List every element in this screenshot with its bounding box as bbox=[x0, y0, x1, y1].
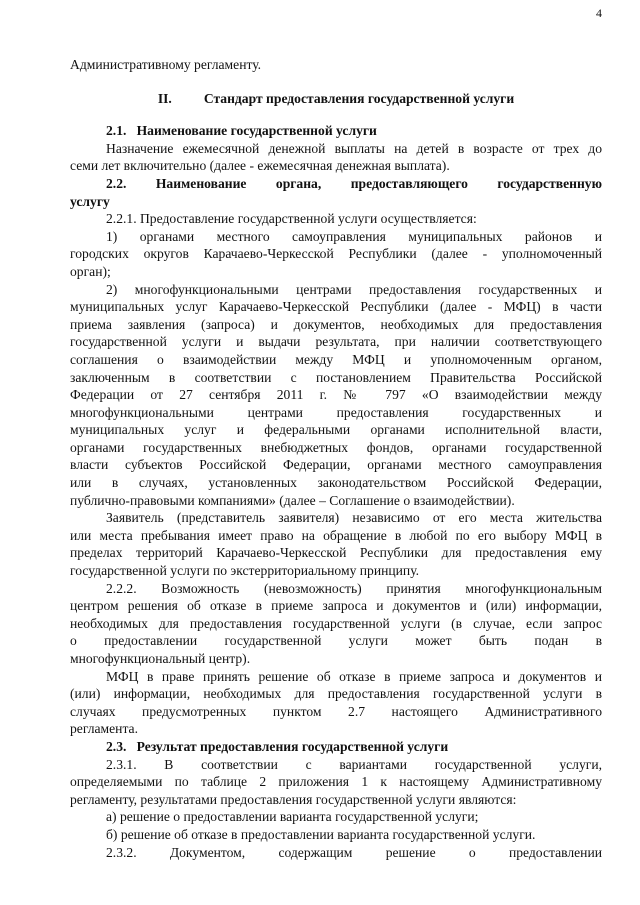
text-line: случаях предусмотренных пунктом 2.7 настоящего Административного bbox=[70, 703, 602, 719]
text-line: орган); bbox=[70, 263, 111, 279]
text-line: муниципальных услуг и федеральными органами исполнительной власти, bbox=[70, 422, 602, 438]
text-line: государственной услуги по экстерриториальному принципу. bbox=[70, 563, 420, 579]
text-line: соглашения о взаимодействии между МФЦ и уполномоченным органом, bbox=[70, 351, 602, 367]
list-item-a: а) решение о предоставлении варианта государственной услуги; bbox=[106, 809, 479, 825]
text-line: регламента. bbox=[70, 721, 138, 737]
text-line: органами государственных внебюджетных фондов, органами государственной bbox=[70, 439, 602, 455]
text-line: муниципальных услуг Карачаево-Черкесской Республики (далее - МФЦ) в части bbox=[70, 299, 602, 315]
heading-2-2-cont: услугу bbox=[70, 193, 110, 209]
text-line: Федерации от 27 сентября 2011 г. № 797 «О взаимодействии между bbox=[70, 387, 602, 403]
section-number: II. bbox=[157, 90, 172, 106]
text-line: приема заявления (запроса) и документов, необходимых для предоставления bbox=[70, 316, 602, 332]
text-line: публично-правовыми компаниями» (далее – Соглашение о взаимодействии). bbox=[70, 492, 515, 508]
text-line: или в случаях, установленных законодательством Российской Федерации, bbox=[70, 475, 602, 491]
text-line: многофункциональными центрами предоставления государственных и bbox=[70, 404, 602, 420]
text-line: 2) многофункциональными центрами предоставления государственных и bbox=[106, 281, 602, 297]
text-line: многофункциональный центр). bbox=[70, 651, 251, 666]
text-line: Заявитель (представитель заявителя) независимо от его места жительства bbox=[106, 510, 602, 526]
text-line: или места пребывания имеет право на обращение в любой по его выбору МФЦ в bbox=[70, 527, 602, 543]
section-title: Стандарт предоставления государственной услуги bbox=[203, 90, 515, 106]
text-line: 2.3.1. В соответствии с вариантами государственной услуги, bbox=[106, 756, 602, 772]
text-line: центром решения об отказе в приеме запроса и документов и (или) информации, bbox=[70, 598, 602, 614]
heading-2-1: 2.1. Наименование государственной услуги bbox=[106, 123, 377, 139]
text-line: пределах территорий Карачаево-Черкесской Республики для предоставления ему bbox=[70, 545, 602, 561]
text-line: Назначение ежемесячной денежной выплаты на детей в возрасте от трех до bbox=[106, 140, 602, 156]
text-line: заключенным в соответствии с постановлением Правительства Российской bbox=[70, 369, 602, 385]
text-line: о предоставлении государственной услуги может быть подан в bbox=[70, 633, 602, 649]
text-line: МФЦ в праве принять решение об отказе в приеме запроса и документов и bbox=[106, 668, 602, 684]
paragraph-2-2-1: 2.2.1. Предоставление государственной услуги осуществляется: bbox=[106, 211, 477, 227]
paragraph-2-3-2: 2.3.2. Документом, содержащим решение о предоставлении bbox=[106, 844, 602, 860]
lead-line: Административному регламенту. bbox=[70, 57, 262, 72]
text-line: городских округов Карачаево-Черкесской Республики (далее - уполномоченный bbox=[70, 246, 602, 262]
section-heading bbox=[70, 90, 602, 108]
text-line: регламенту, результатами предоставления государственной услуги являются: bbox=[70, 791, 517, 807]
document-body bbox=[70, 56, 602, 861]
text-line: 1) органами местного самоуправления муниципальных районов и bbox=[106, 228, 602, 244]
list-item-b: б) решение об отказе в предоставлении варианта государственной услуги. bbox=[106, 826, 536, 842]
text-line: определяемыми по таблице 2 приложения 1 к настоящему Административному bbox=[70, 774, 602, 790]
page-number: 4 bbox=[596, 6, 602, 20]
text-line: власти субъектов Российской Федерации, органами местного самоуправления bbox=[70, 457, 602, 473]
text-line: необходимых для предоставления государственной услуги (в случае, если запрос bbox=[70, 615, 602, 631]
text-line: государственной услуги и выдачи результата, при наличии соответствующего bbox=[70, 334, 602, 350]
text-line: 2.2.2. Возможность (невозможность) принятия многофункциональным bbox=[106, 580, 602, 596]
text-line: (или) информации, необходимых для предоставления государственной услуги в bbox=[70, 686, 602, 702]
text-line: семи лет включительно (далее - ежемесячная денежная выплата). bbox=[70, 158, 450, 174]
heading-2-2: 2.2. Наименование органа, предоставляющего государственную bbox=[106, 175, 602, 191]
heading-2-3: 2.3. Результат предоставления государственной услуги bbox=[106, 738, 449, 754]
